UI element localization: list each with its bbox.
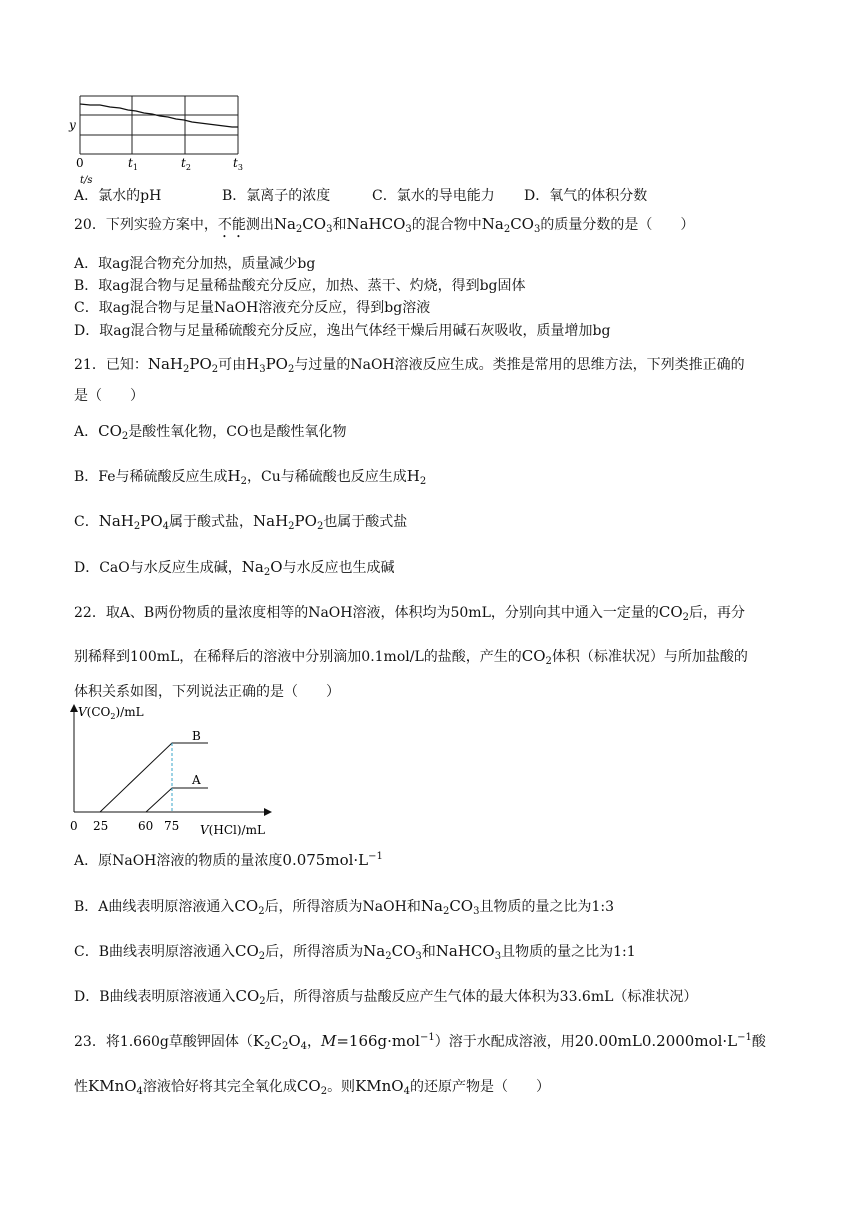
q23-line1: 23．将1.660g草酸钾固体（$K_2C_2O_4$，M=166g·mol$^{-1}$）溶于水配成溶液，用$20.00mL0.2000mol\cdot L^{-1}$酸 [74, 1032, 766, 1052]
q19-t3: $t_3$ [233, 156, 243, 172]
q20-option-b: B．取ag混合物与足量稀盐酸充分反应，加热、蒸干、灼烧，得到bg固体 [74, 278, 526, 294]
q22-tick-25: 25 [93, 819, 109, 833]
q22-option-b: B．A曲线表明原溶液通入$CO_2$后，所得溶质为NaOH和$Na_2CO_3$且物质的量之比为1:3 [74, 897, 614, 917]
q22-label-a: A [192, 773, 201, 787]
q21-stem-line1: 21．已知：$NaH_2PO_2$可由$H_3PO_2$与过量的NaOH溶液反应生成。类推是常用的思维方法，下列类推正确的 [74, 355, 745, 375]
q19-graph [66, 92, 256, 186]
q22-y-label: $V(CO_2)/mL$ [78, 705, 144, 721]
q22-curve-a [146, 788, 208, 812]
q20-emphasis: 不能 [217, 217, 246, 233]
q19-origin: 0 [76, 156, 84, 170]
q21-option-b: B．Fe与稀硫酸反应生成$H_2$，Cu与稀硫酸也反应生成$H_2$ [74, 467, 427, 487]
q22-option-d: D．B曲线表明原溶液通入$CO_2$后，所得溶质与盐酸反应产生气体的最大体积为33.6mL（标准状况） [74, 987, 698, 1007]
q19-x-label: t/s [80, 175, 93, 186]
q19-options [74, 186, 647, 206]
q19-option-c: C．氯水的导电能力 [372, 188, 495, 204]
q22-tick-0: 0 [70, 819, 78, 833]
q22-option-c: C．B曲线表明原溶液通入$CO_2$后，所得溶质为$Na_2CO_3$和NaHCO$_3$且物质的量之比为1:1 [74, 942, 636, 962]
q19-option-b: B．氯离子的浓度 [222, 188, 331, 204]
q20-option-c: C．取ag混合物与足量NaOH溶液充分反应，得到bg溶液 [74, 300, 431, 316]
q22-graph [60, 698, 280, 838]
q19-option-d: D．氧气的体积分数 [524, 188, 648, 204]
q20-option-d: D．取ag混合物与足量稀硫酸充分反应，逸出气体经干燥后用碱石灰吸收，质量增加bg [74, 323, 611, 339]
q22-option-a: A．原NaOH溶液的物质的量浓度$0.075mol\cdot L^{-1}$ [74, 851, 383, 869]
q19-t2: $t_2$ [181, 156, 191, 172]
q22-stem-line1: 22．取A、B两份物质的量浓度相等的NaOH溶液，体积均为50mL，分别向其中通入一定量的$CO_2$后，再分 [74, 603, 746, 623]
q22-label-b: B [192, 729, 201, 743]
q21-option-a: A．$CO_2$是酸性氧化物，CO也是酸性氧化物 [74, 422, 347, 442]
q19-t1: $t_1$ [128, 156, 138, 172]
q22-stem-line3: 体积关系如图，下列说法正确的是（ ） [74, 684, 340, 700]
q22-tick-75: 75 [164, 819, 180, 833]
q21-option-c: C．$NaH_2PO_4$属于酸式盐，$NaH_2PO_2$也属于酸式盐 [74, 512, 408, 532]
q20-stem: 20．下列实验方案中，不能测出$Na_2CO_3$和NaHCO$_3$的混合物中$Na_2CO_3$的质量分数的是（ ） [74, 215, 695, 235]
q19-y-label: y [69, 118, 76, 132]
q22-tick-60: 60 [138, 819, 154, 833]
q20-option-a: A．取ag混合物充分加热，质量减少bg [74, 256, 316, 272]
q22-stem-line2: 别稀释到100mL，在稀释后的溶液中分别滴加0.1mol/L的盐酸，产生的$CO_2$体积（标准状况）与所加盐酸的 [74, 647, 748, 667]
q23-line2: 性KMnO$_4$溶液恰好将其完全氧化成$CO_2$。则KMnO$_4$的还原产物是（ ） [74, 1077, 550, 1097]
q19-option-a: A．氯水的pH [74, 188, 162, 204]
q22-x-label: V(HCl)/mL [200, 823, 265, 837]
q21-option-d: D．CaO与水反应生成碱，$Na_2O$与水反应也生成碱 [74, 558, 395, 578]
q21-stem-line2: 是（ ） [74, 388, 144, 404]
